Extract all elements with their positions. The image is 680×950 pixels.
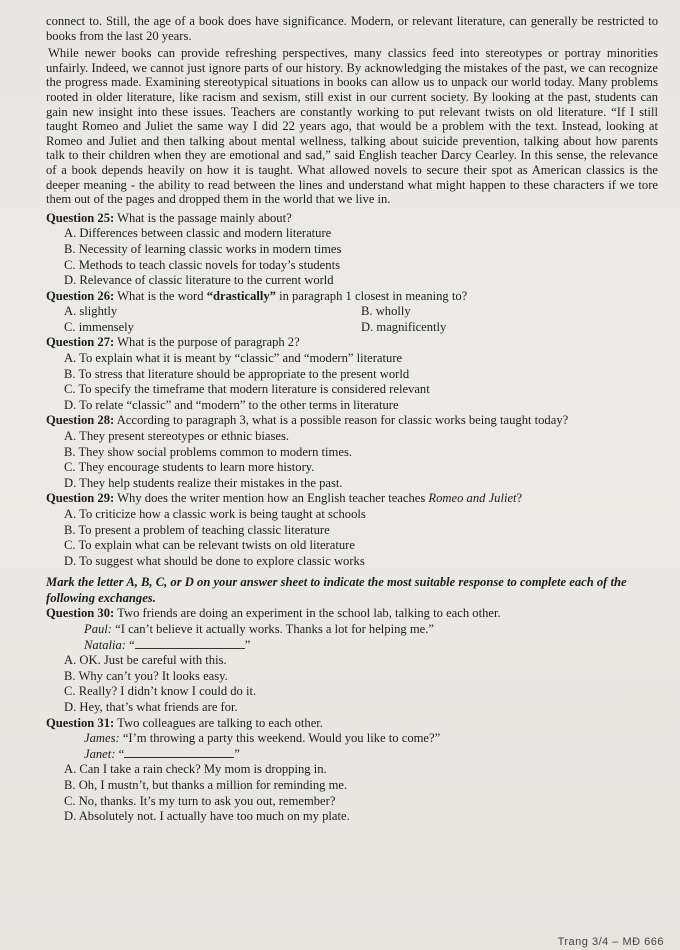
question-keyword: “drastically” bbox=[206, 288, 276, 303]
question-31 bbox=[46, 716, 658, 825]
question-25 bbox=[46, 211, 658, 289]
option-d[interactable]: D. To relate “classic” and “modern” to the other terms in literature bbox=[64, 397, 399, 412]
option-d[interactable]: D. They help students realize their mistakes in the past. bbox=[64, 475, 343, 490]
option-a[interactable]: A. Can I take a rain check? My mom is dropping in. bbox=[64, 762, 327, 777]
option-b[interactable]: B. Necessity of learning classic works in modern times bbox=[64, 241, 342, 256]
question-text: Two colleagues are talking to each other. bbox=[117, 715, 323, 730]
option-a[interactable]: A. OK. Just be careful with this. bbox=[64, 653, 227, 668]
option-c[interactable]: C. To specify the timeframe that modern literature is considered relevant bbox=[64, 382, 430, 397]
question-29 bbox=[46, 491, 658, 569]
option-c[interactable]: C. Really? I didn’t know I could do it. bbox=[64, 684, 257, 699]
dialog-line bbox=[84, 622, 658, 638]
speaker-name: Janet: bbox=[84, 746, 116, 761]
option-d[interactable]: D. To suggest what should be done to explore classic works bbox=[64, 553, 365, 568]
question-text: According to paragraph 3, what is a possible reason for classic works being taught today? bbox=[116, 413, 569, 428]
question-text: in paragraph 1 closest in meaning to? bbox=[275, 288, 468, 303]
option-b[interactable]: B. To stress that literature should be appropriate to the present world bbox=[64, 366, 410, 381]
speaker-name: Paul: bbox=[84, 621, 112, 636]
question-label: Question 27: bbox=[46, 335, 115, 350]
option-c[interactable]: C. To explain what can be relevant twists on old literature bbox=[64, 538, 355, 553]
dialog-text: “I can’t believe it actually works. Thanks a lot for helping me.” bbox=[115, 621, 434, 636]
option-d[interactable]: D. magnificently bbox=[361, 319, 447, 334]
option-c[interactable]: C. Methods to teach classic novels for today’s students bbox=[64, 257, 340, 272]
question-text: Why does the writer mention how an English teacher teaches bbox=[117, 491, 429, 506]
question-27 bbox=[46, 335, 658, 413]
option-c[interactable]: C. They encourage students to learn more history. bbox=[64, 460, 315, 475]
section-instruction: Mark the letter A, B, C, or D on your answer sheet to indicate the most suitable response to complete each of the following exchanges. bbox=[46, 575, 627, 605]
option-c[interactable]: C. No, thanks. It’s my turn to ask you out, remember? bbox=[64, 793, 336, 808]
passage-paragraph: While newer books can provide refreshing perspectives, many classics feed into stereotypes or portray minorities unfairly. Indeed, we cannot just ignore parts of our history. By acknowledging the mistakes of the past, we can recognize the progress made. Examining stereotypical situations in books can allow us to unpack our world today. Many problems rooted in older literature, like racism and sexism, still exist in our current society. By looking at the past, students can gain new insight into these issues. Teachers are constantly working to put relevant twists on old literature. “If I still taught Romeo and Juliet the same way I did 22 years ago, that would be a problem with the text. Instead, looking at Romeo and Juliet and then talking about mental wellness, talking about suicide prevention, talking about how parents talk to their children when they are emotional and sad,” said English teacher Darcy Cearley. In this sense, the relevance of a book depends heavily on how it is taught. What allowed novels to secure their spot as American classics is the deeper meaning - the ability to read between the lines and understand what might happen to these characters if we tore them out of the pages and dropped them in the world that we live in. bbox=[46, 46, 658, 207]
passage-paragraph: connect to. Still, the age of a book does have significance. Modern, or relevant literature, can generally be restricted to books from the last 20 years. bbox=[46, 14, 658, 43]
option-b[interactable]: B. To present a problem of teaching classic literature bbox=[64, 522, 330, 537]
question-text: Two friends are doing an experiment in the school lab, talking to each other. bbox=[117, 606, 501, 621]
option-b[interactable]: B. They show social problems common to modern times. bbox=[64, 444, 352, 459]
option-b[interactable]: B. wholly bbox=[361, 304, 411, 319]
option-a[interactable]: A. Differences between classic and modern literature bbox=[64, 226, 332, 241]
dialog-line: Janet: “ ” bbox=[84, 746, 240, 761]
option-a[interactable]: A. They present stereotypes or ethnic biases. bbox=[64, 429, 289, 444]
question-30 bbox=[46, 606, 658, 715]
speaker-name: James: bbox=[84, 731, 120, 746]
question-text: What is the purpose of paragraph 2? bbox=[117, 335, 300, 350]
option-d[interactable]: D. Hey, that’s what friends are for. bbox=[64, 699, 238, 714]
question-label: Question 30: bbox=[46, 606, 115, 621]
dialog-text: “I’m throwing a party this weekend. Would you like to come?” bbox=[122, 731, 441, 746]
answer-blank[interactable] bbox=[135, 639, 245, 649]
speaker-name: Natalia: bbox=[84, 637, 126, 652]
option-d[interactable]: D. Relevance of classic literature to the current world bbox=[64, 273, 334, 288]
question-label: Question 25: bbox=[46, 210, 115, 225]
question-28 bbox=[46, 413, 658, 491]
option-b[interactable]: B. Oh, I mustn’t, but thanks a million for reminding me. bbox=[64, 777, 348, 792]
dialog-line bbox=[84, 731, 658, 747]
question-label: Question 26: bbox=[46, 288, 115, 303]
question-text: ? bbox=[516, 491, 523, 506]
option-a[interactable]: A. slightly bbox=[64, 304, 118, 319]
question-26 bbox=[46, 289, 658, 336]
question-text: What is the word bbox=[117, 288, 207, 303]
answer-blank[interactable] bbox=[124, 748, 234, 758]
question-label: Question 31: bbox=[46, 715, 115, 730]
question-text: What is the passage mainly about? bbox=[117, 210, 292, 225]
question-keyword: Romeo and Juliet bbox=[428, 491, 517, 506]
option-c[interactable]: C. immensely bbox=[64, 319, 134, 334]
dialog-line: Natalia: “ ” bbox=[84, 637, 251, 652]
question-label: Question 29: bbox=[46, 491, 115, 506]
option-d[interactable]: D. Absolutely not. I actually have too much on my plate. bbox=[64, 809, 350, 824]
question-label: Question 28: bbox=[46, 413, 115, 428]
page-footer: Trang 3/4 – MĐ 666 bbox=[557, 936, 664, 948]
option-b[interactable]: B. Why can’t you? It looks easy. bbox=[64, 668, 228, 683]
option-a[interactable]: A. To explain what it is meant by “classic” and “modern” literature bbox=[64, 351, 403, 366]
option-a[interactable]: A. To criticize how a classic work is being taught at schools bbox=[64, 507, 366, 521]
